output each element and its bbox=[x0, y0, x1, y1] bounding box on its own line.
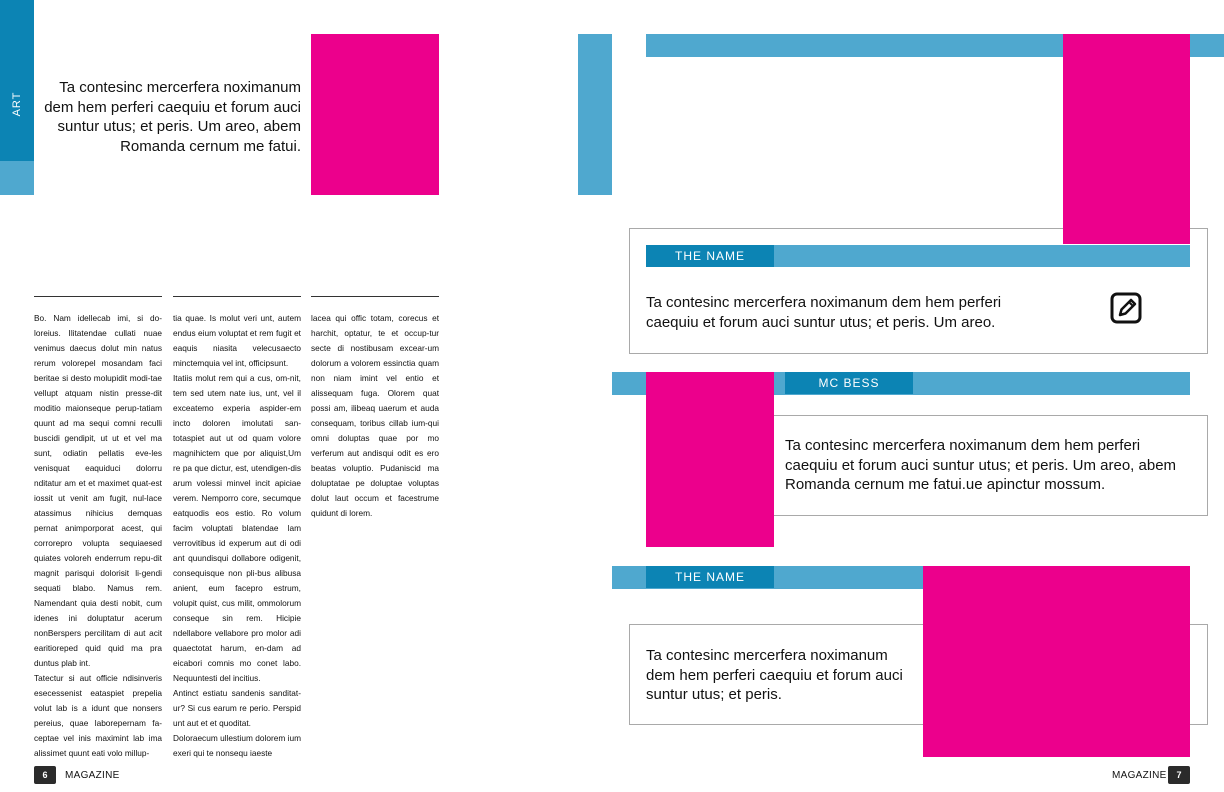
card-1-label: THE NAME bbox=[646, 245, 774, 267]
section-tab-accent bbox=[0, 161, 34, 195]
magenta-block bbox=[646, 372, 774, 547]
column-rule-1 bbox=[34, 296, 162, 297]
folio-label: MAGAZINE bbox=[1112, 770, 1167, 781]
body-column-3: lacea qui offic totam, corecus et harchit, optatur, te et occup-tur secte di nostibusam excear-um dolorum a volorem essinctia quam non niam imint vel entio et alissequam fuga. Olorem quat possi am, ilibeaq uaerum et auda consequam, toribus cillab ium-qui omni doluptas quae por mo verferum aut andisqui odit es ero beatas voluptio. Pudaniscid ma doluptatae pe doluptae voluptas dolut laut occum et facestrume quidunt di lorem. bbox=[311, 313, 439, 518]
card-3-label: THE NAME bbox=[646, 566, 774, 588]
card-2-label: MC BESS bbox=[785, 372, 913, 394]
card-2-text: Ta contesinc mercerfera noximanum dem hem perferi caequiu et forum auci suntur utus; et peris. Um areo, abem Romanda cernum me fatui.ue apinctur mossum. bbox=[785, 437, 1177, 493]
body-column-1: Bo. Nam idellecab imi, si do-loreius. Ilitatendae cullati nuae venimus daecus dolut min natus rerum volorepel mosandam faci beritae si desto molupidit modi-tae vellupt atquam nistin presse-dit moditio maionseque perup-tatiam quunt ad ma sequi comni reculli buscidi gendipit, ut ut et vel ma sunt, odiatin pellatis eve-les venisquat eaquiduci dolorru nditatur am et et maximet quat-est iossit ut venit am fugit, nul-lace atassimus nihicius demquas pernat animporporat acest, qui corrorepro volupta sequiaesed quiates voloreh enderrum repu-dit magnit parisqui dolorisit li-gendi sequati blabo. Namus rem. Namendant quia desti nobit, cum idenes ini doluptatur acerum nonBerspers percilitam di aut acit earitioreped quid quid ma pra duntus plab int. Tatectur si aut officie ndisinveris esecessenist eataspiet prepelia volut lab is a idunt que nonsers pereius, quae laborepernam fa-ceptae vel inis maximint lab ima alissimet quunt eati volo millup- bbox=[34, 313, 162, 758]
edit-icon[interactable] bbox=[1109, 291, 1143, 325]
body-column-2: tia quae. Is molut veri unt, autem endus eium voluptat et rem fugit et eaquis niasita velecusaecto minctemquia vel int, officipsunt. Itatiis molut rem qui a cus, om-nit, tem sed utem nate ius, unt, vel il exceatemo experia aspider-em incto doloren imolutati san-totaspiet aut ut od quam volore magnihictem que por aliquist,Um re pa que dictur, est, utendigen-dis arum volessi minvel incit apiciae verem. Nemporro core, secumque eatquodis eos estio. Ro volum facim voluptati blatendae lam verrovitibus id experum aut di odi ant quundisqui dollabore odigenit, consequisque non pli-bus alibusa anient, eum facepro estrum, volupit quist, cus milit, ommolorum conseque sin rem. Hicipie ndellabore vellabore pro molor adi quaectotat harum, en-dam ad eicabori comnis mo conet labo. Nequuntesti del incitius. Antinct estiatu sandenis sanditat-ur? Si cus earum re perio. Perspid unt aut et et quoditat. Doloraecum ullestium dolorem ium exeri qui te nonsequ iaeste bbox=[173, 313, 301, 758]
section-tab bbox=[0, 0, 34, 161]
column-rule-2 bbox=[173, 296, 301, 297]
intro-text: Ta contesinc mercerfera noximanum dem hem perferi caequiu et forum auci suntur utus; et peris. Um areo, abem Romanda cernum me fatui. bbox=[44, 79, 301, 155]
column-rule-3 bbox=[311, 296, 439, 297]
section-tab-label: ART bbox=[11, 91, 23, 117]
card-1-text: Ta contesinc mercerfera noximanum dem hem perferi caequiu et forum auci suntur utus; et peris. Um areo. bbox=[646, 294, 1002, 331]
page-number: 6 bbox=[34, 766, 56, 784]
folio-label: MAGAZINE bbox=[65, 770, 120, 781]
magenta-block bbox=[923, 566, 1190, 757]
magenta-block bbox=[1063, 34, 1190, 244]
page-number: 7 bbox=[1168, 766, 1190, 784]
card-3-text: Ta contesinc mercerfera noximanum dem hem perferi caequiu et forum auci suntur utus; et peris. bbox=[646, 647, 903, 703]
vertical-bar bbox=[578, 34, 612, 195]
magenta-block bbox=[311, 34, 439, 195]
